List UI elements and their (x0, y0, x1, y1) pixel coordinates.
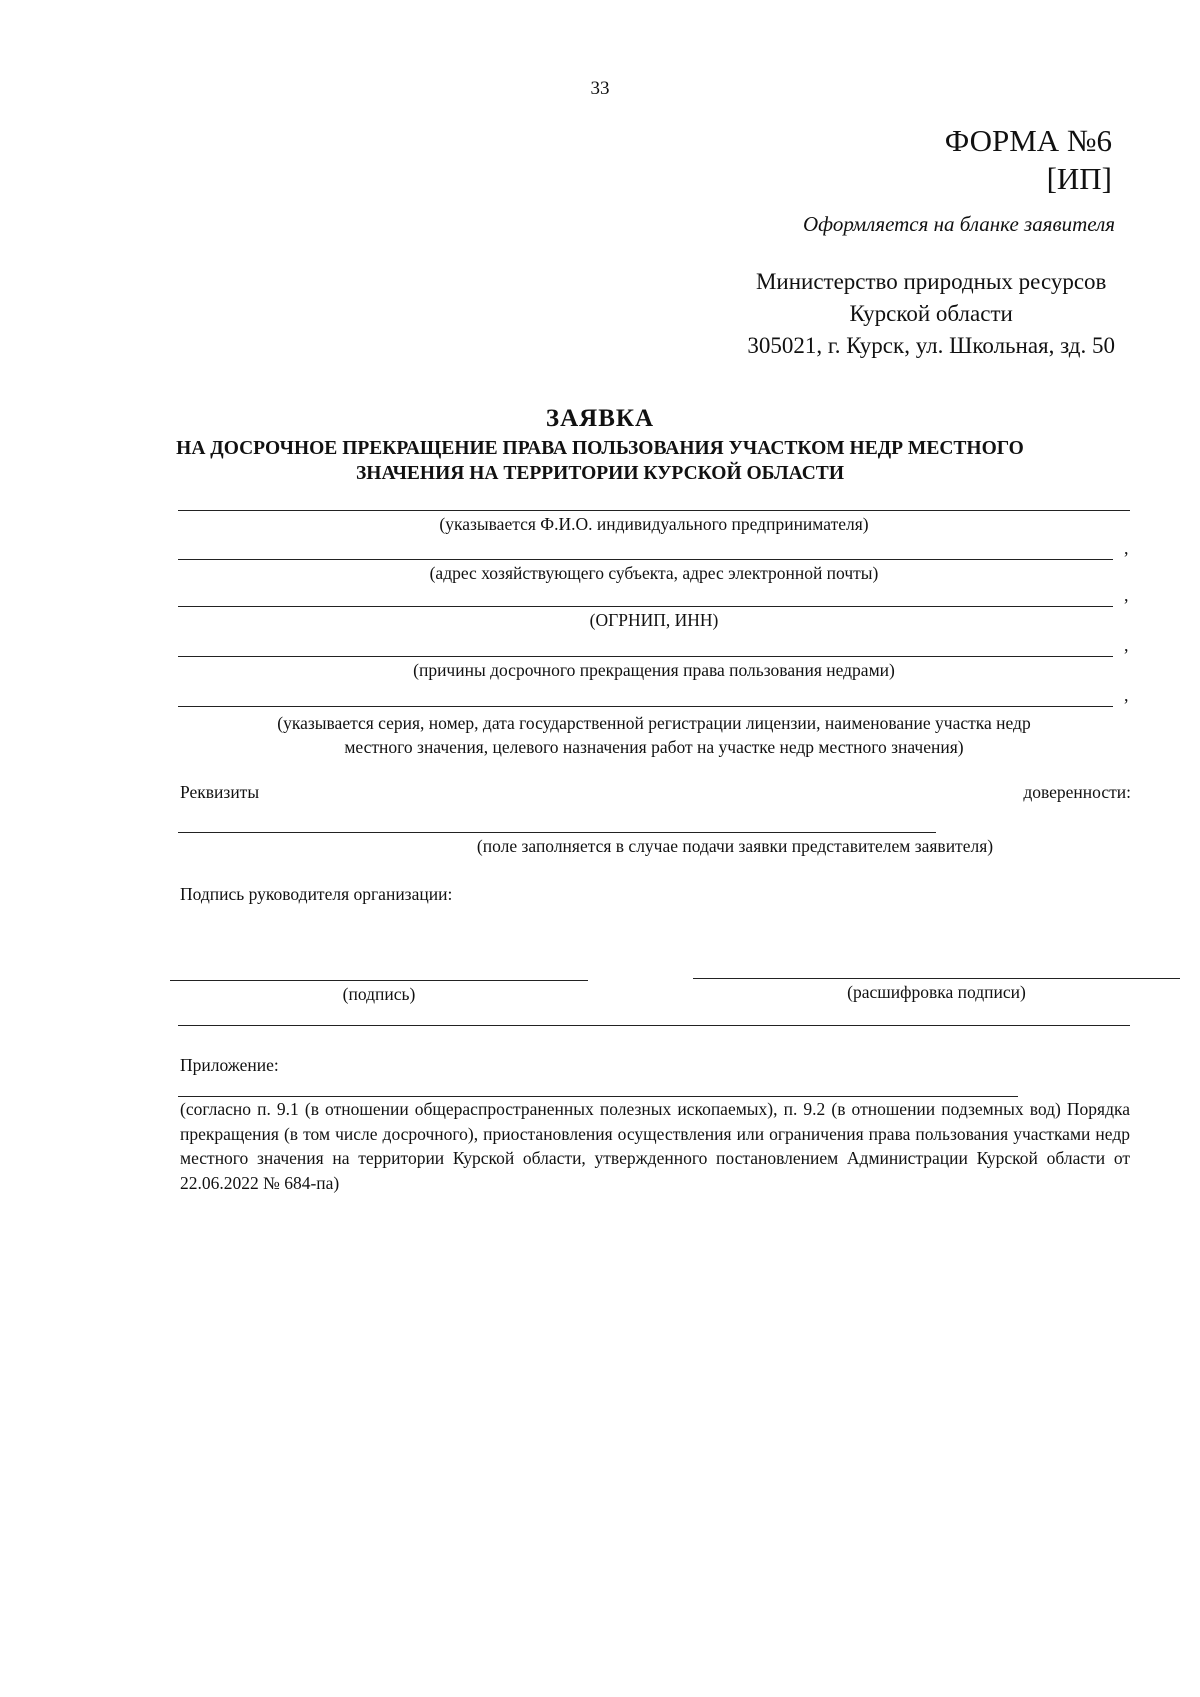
license-hint-line-2: местного значения, целевого назначения работ на участке недр местного значения) (344, 737, 964, 757)
ogrnip-fill-line[interactable] (178, 606, 1113, 607)
license-fill-line[interactable] (178, 706, 1113, 707)
form-title (945, 122, 1112, 198)
signature-fill-line[interactable] (170, 980, 588, 981)
signature-bottom-line (178, 1025, 1130, 1026)
reasons-hint: (причины досрочного прекращения права пользования недрами) (413, 660, 895, 680)
proxy-hint: (поле заполняется в случае подачи заявки представителем заявителя) (476, 836, 994, 856)
attachment-text: (согласно п. 9.1 (в отношении общераспространенных полезных ископаемых), п. 9.2 (в отношении подземных вод) Порядка прекращения (в том числе досрочного), приостановления осуществления или ограничения права пользования участками недр местного значения на территории Курской области, утвержденного постановлением Администрации Курской области от 22.06.2022 № 684-па) (180, 1099, 1130, 1193)
proxy-label-right: доверенности: (1023, 782, 1131, 802)
document-subtitle-line-2: ЗНАЧЕНИЯ НА ТЕРРИТОРИИ КУРСКОЙ ОБЛАСТИ (356, 463, 844, 484)
proxy-label-left: Реквизиты (180, 782, 260, 802)
signature-hint: (подпись) (342, 984, 416, 1004)
address-fill-line[interactable] (178, 559, 1113, 560)
applicant-letterhead-note: Оформляется на бланке заявителя (803, 212, 1115, 236)
license-comma: , (1124, 685, 1129, 705)
attachment-label: Приложение: (180, 1055, 279, 1075)
fio-hint: (указывается Ф.И.О. индивидуального предпринимателя) (439, 514, 869, 534)
address-hint: (адрес хозяйствующего субъекта, адрес электронной почты) (429, 563, 879, 583)
addressee-block (747, 266, 1115, 362)
signature-label: Подпись руководителя организации: (180, 884, 453, 904)
signature-decode-hint: (расшифровка подписи) (847, 982, 1026, 1002)
signature-decode-fill-line[interactable] (693, 978, 1180, 979)
reasons-comma: , (1124, 635, 1129, 655)
ogrnip-comma: , (1124, 585, 1129, 605)
addressee-line-1: Министерство природных ресурсов (755, 269, 1107, 294)
ogrnip-hint: (ОГРНИП, ИНН) (589, 610, 719, 630)
document-subtitle (150, 436, 1050, 486)
form-number: ФОРМА №6 (944, 123, 1112, 158)
reasons-fill-line[interactable] (178, 656, 1113, 657)
proxy-fill-line[interactable] (178, 832, 936, 833)
form-type: [ИП] (1046, 161, 1112, 196)
license-hint (178, 711, 1130, 759)
document-title: ЗАЯВКА (545, 405, 655, 432)
license-hint-line-1: (указывается серия, номер, дата государственной регистрации лицензии, наименование участка недр (277, 713, 1031, 733)
addressee-line-3: 305021, г. Курск, ул. Школьная, зд. 50 (747, 333, 1115, 358)
document-subtitle-line-1: НА ДОСРОЧНОЕ ПРЕКРАЩЕНИЕ ПРАВА ПОЛЬЗОВАНИЯ УЧАСТКОМ НЕДР МЕСТНОГО (176, 438, 1024, 459)
fio-fill-line[interactable] (178, 510, 1130, 511)
page-number: 33 (590, 78, 610, 99)
address-comma: , (1124, 538, 1129, 558)
addressee-line-2: Курской области (849, 301, 1013, 326)
